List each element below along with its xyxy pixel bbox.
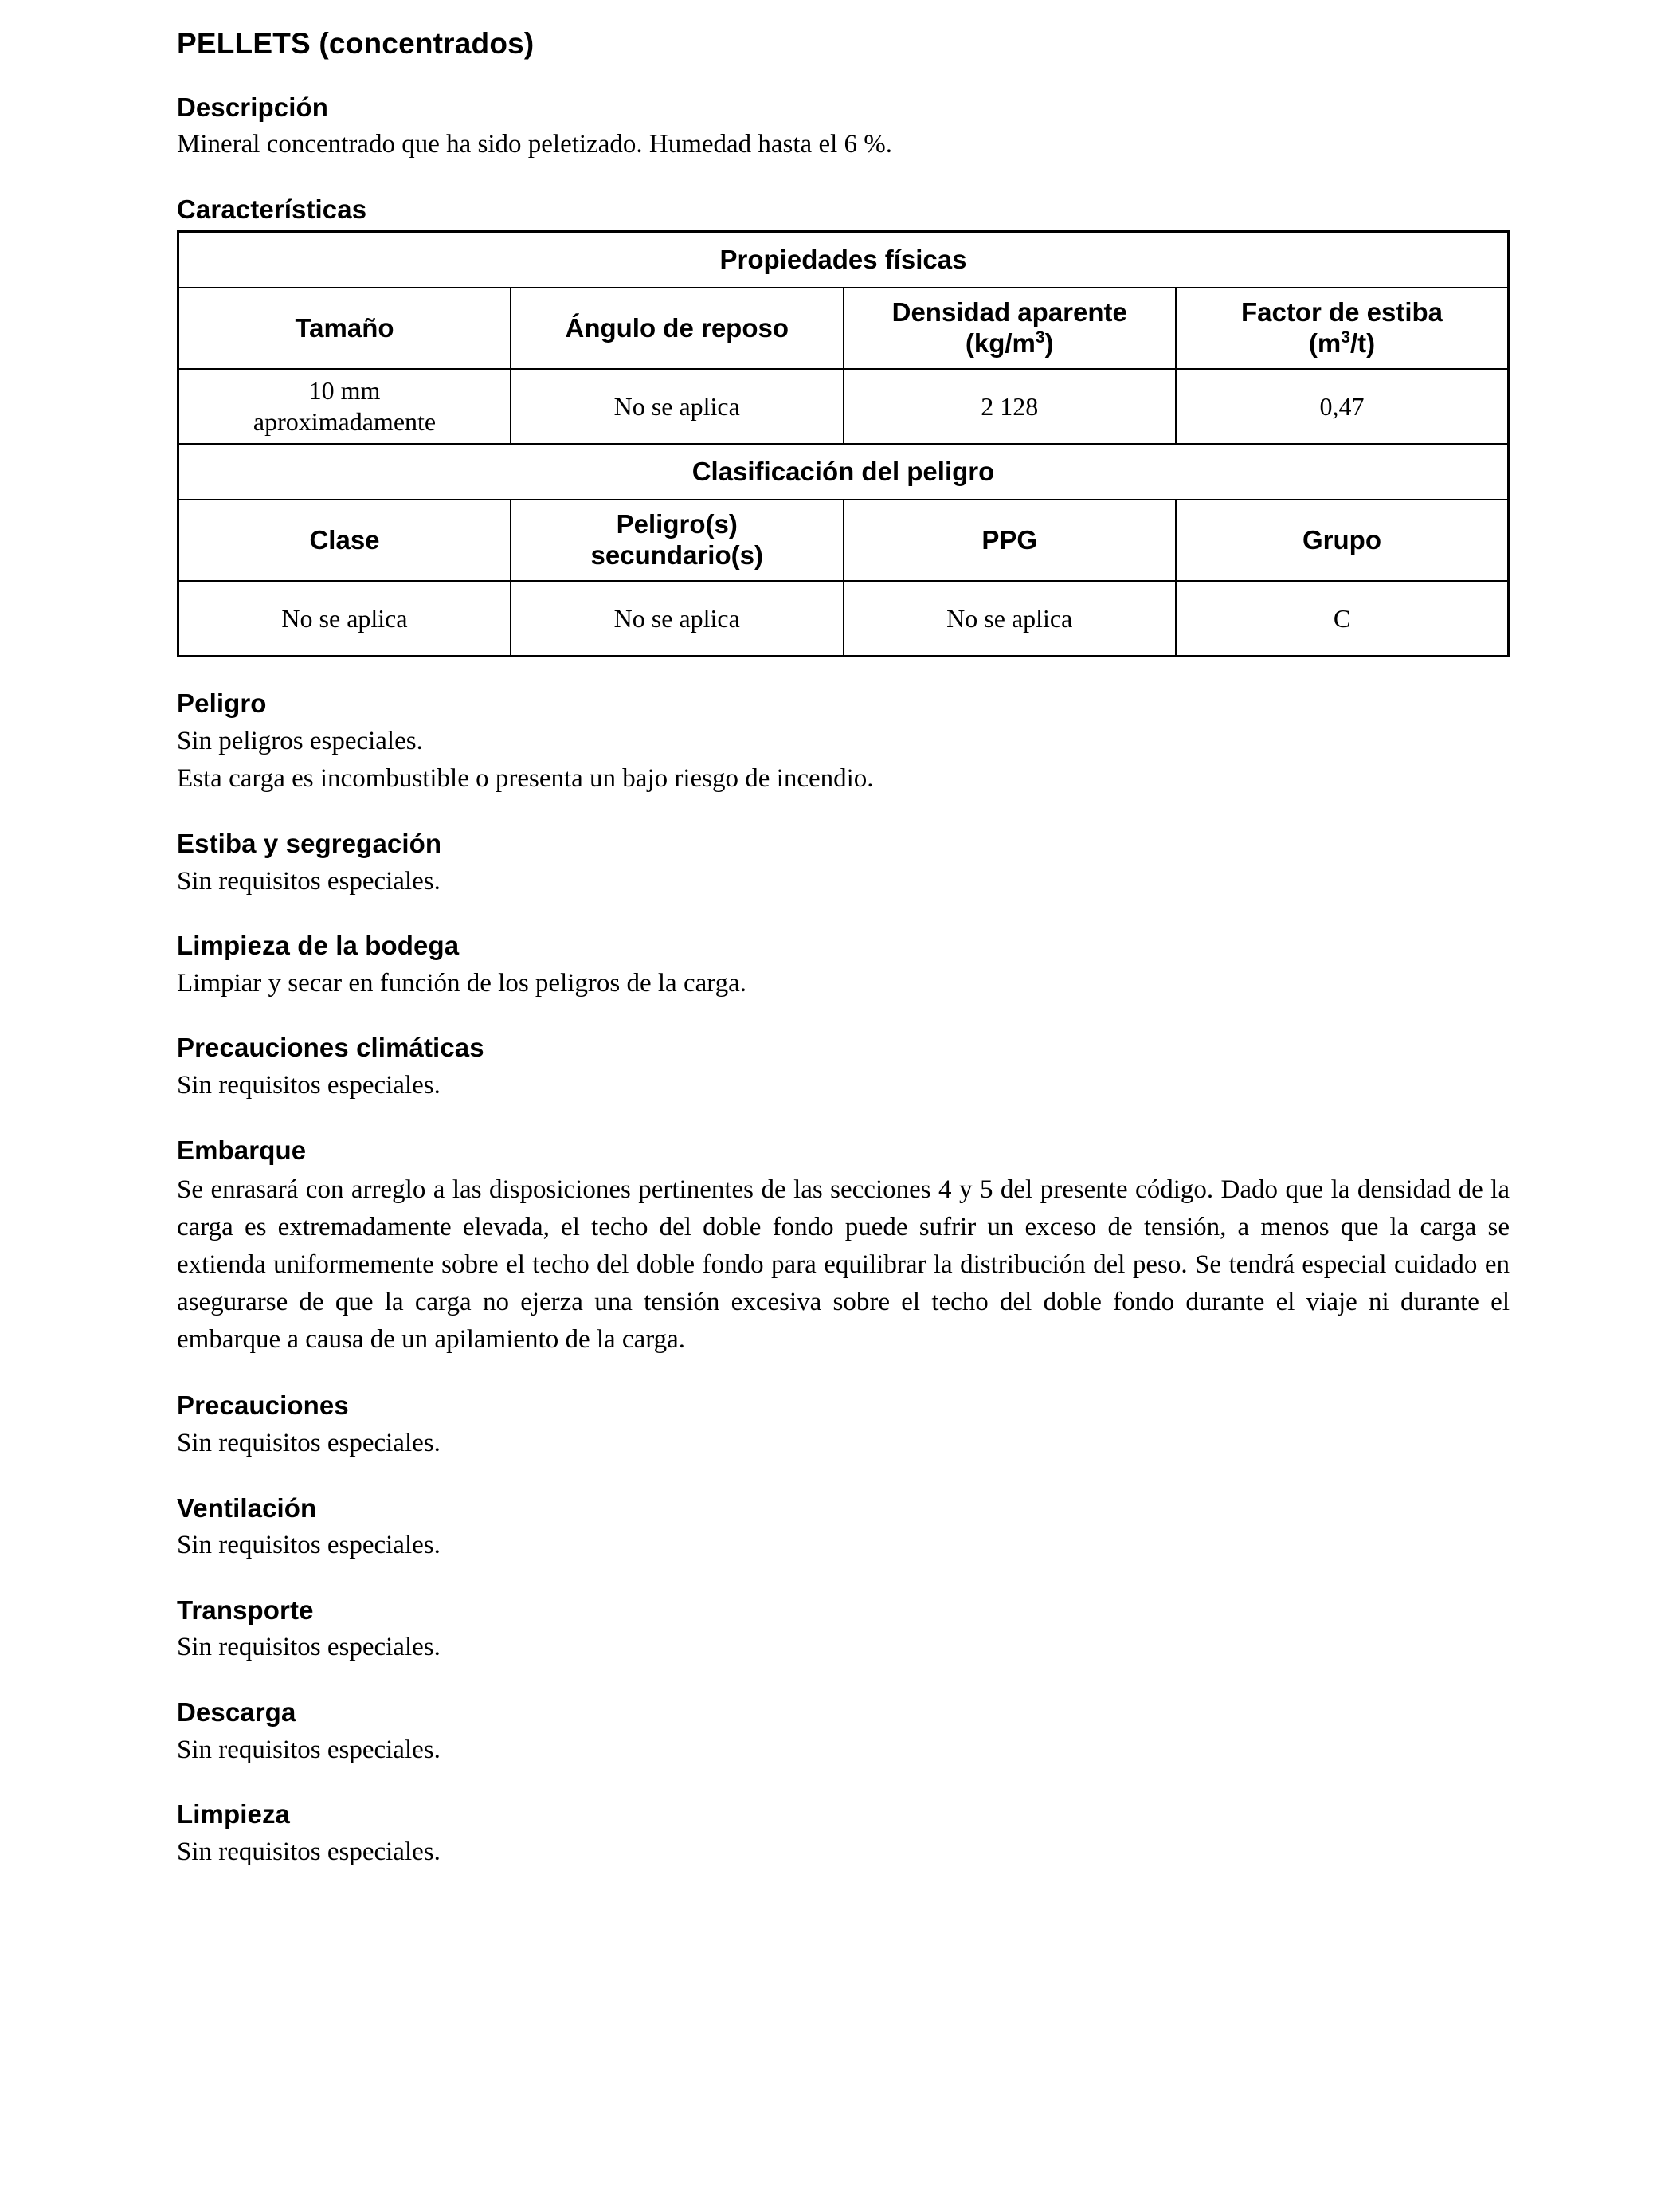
cell-size-line1: 10 mm	[308, 376, 381, 406]
section-heading-descripcion: Descripción	[177, 92, 328, 122]
table-row-hazard-headers	[178, 500, 1509, 581]
col-header-size: Tamaño	[178, 288, 511, 369]
section-embarque	[177, 1135, 1510, 1359]
col-header-subsidiary-line2: secundario(s)	[590, 540, 763, 571]
section-heading-estiba: Estiba y segregación	[177, 829, 442, 859]
col-header-ppg: PPG	[844, 500, 1177, 581]
section-precauciones-climaticas	[177, 1032, 1510, 1102]
col-header-density	[844, 288, 1177, 369]
section-text-peligro-1: Sin peligros especiales.	[177, 726, 423, 755]
section-text-descarga: Sin requisitos especiales.	[177, 1735, 441, 1764]
section-limpieza	[177, 1798, 1510, 1869]
col-header-subsidiary	[511, 500, 844, 581]
page-title: PELLETS (concentrados)	[177, 27, 535, 60]
section-text-peligro-2: Esta carga es incombustible o presenta un bajo riesgo de incendio.	[177, 764, 874, 794]
section-limpieza-bodega	[177, 930, 1510, 1000]
section-ventilacion	[177, 1492, 1510, 1563]
section-heading-peligro: Peligro	[177, 688, 267, 719]
table-row-hazard-band	[178, 444, 1509, 500]
section-peligro	[177, 688, 1510, 796]
section-precauciones	[177, 1390, 1510, 1460]
section-heading-limpieza-bodega: Limpieza de la bodega	[177, 931, 460, 961]
cell-ppg-value: No se aplica	[844, 581, 1177, 657]
table-row-physical-band	[178, 232, 1509, 288]
table-row-hazard-values	[178, 581, 1509, 657]
section-heading-ventilacion: Ventilación	[177, 1492, 317, 1523]
properties-table	[177, 230, 1510, 657]
col-header-angle: Ángulo de reposo	[511, 288, 844, 369]
col-header-density-label: Densidad aparente	[891, 297, 1127, 327]
table-row-physical-values	[178, 369, 1509, 444]
cell-subsidiary-value: No se aplica	[511, 581, 844, 657]
section-caracteristicas	[177, 194, 1510, 658]
section-heading-precauciones-climaticas: Precauciones climáticas	[177, 1033, 484, 1063]
section-text-limpieza: Sin requisitos especiales.	[177, 1837, 441, 1866]
table-row-physical-headers	[178, 288, 1509, 369]
col-header-stowage-unit: $(m^3/t)$	[1308, 328, 1376, 359]
section-text-estiba: Sin requisitos especiales.	[177, 866, 441, 896]
col-header-subsidiary-line1: Peligro(s)	[616, 509, 738, 539]
cell-stowage-value: 0,47	[1176, 369, 1509, 444]
cell-angle-value: No se aplica	[511, 369, 844, 444]
col-header-stowage	[1176, 288, 1509, 369]
section-heading-limpieza: Limpieza	[177, 1799, 291, 1830]
col-header-group: Grupo	[1176, 500, 1509, 581]
section-text-limpieza-bodega: Limpiar y secar en función de los peligros de la carga.	[177, 968, 747, 998]
cell-group-value: C	[1176, 581, 1509, 657]
section-heading-precauciones: Precauciones	[177, 1390, 349, 1421]
section-text-embarque: Se enrasará con arreglo a las disposiciones pertinentes de las secciones 4 y 5 del presente código. Dado que la densidad de la carga es extremadamente elevada, el techo del doble fondo puede sufrir un exceso de tensión, a menos que la carga se extienda uniformemente sobre el techo del doble fondo para equilibrar la distribución del peso. Se tendrá especial cuidado en asegurarse de que la carga no ejerza una tensión excesiva sobre el techo del doble fondo durante el viaje ni durante el embarque a causa de un apilamiento de la carga.	[177, 1175, 1510, 1354]
cell-density-value: 2 128	[844, 369, 1177, 444]
section-descarga	[177, 1696, 1510, 1767]
section-heading-caracteristicas: Características	[177, 194, 367, 224]
section-text-precauciones-climaticas: Sin requisitos especiales.	[177, 1071, 441, 1100]
cell-size-line2: aproximadamente	[253, 407, 437, 437]
cell-class-value: No se aplica	[178, 581, 511, 657]
col-header-class: Clase	[178, 500, 511, 581]
band-header-physical: Propiedades físicas	[178, 232, 1509, 288]
section-descripcion	[177, 92, 1510, 162]
section-heading-descarga: Descarga	[177, 1696, 296, 1727]
section-heading-embarque: Embarque	[177, 1135, 307, 1165]
cell-size-value	[178, 369, 511, 444]
section-text-ventilacion: Sin requisitos especiales.	[177, 1531, 441, 1560]
band-header-hazard: Clasificación del peligro	[178, 444, 1509, 500]
col-header-density-unit: $(kg/m^3)$	[965, 328, 1054, 359]
section-text-transporte: Sin requisitos especiales.	[177, 1633, 441, 1662]
section-heading-transporte: Transporte	[177, 1594, 314, 1625]
section-transporte	[177, 1594, 1510, 1665]
section-text-descripcion: Mineral concentrado que ha sido peletizado. Humedad hasta el 6 %.	[177, 130, 893, 159]
section-text-precauciones: Sin requisitos especiales.	[177, 1429, 441, 1458]
section-estiba-segregacion	[177, 828, 1510, 898]
col-header-stowage-label: Factor de estiba	[1240, 297, 1443, 327]
